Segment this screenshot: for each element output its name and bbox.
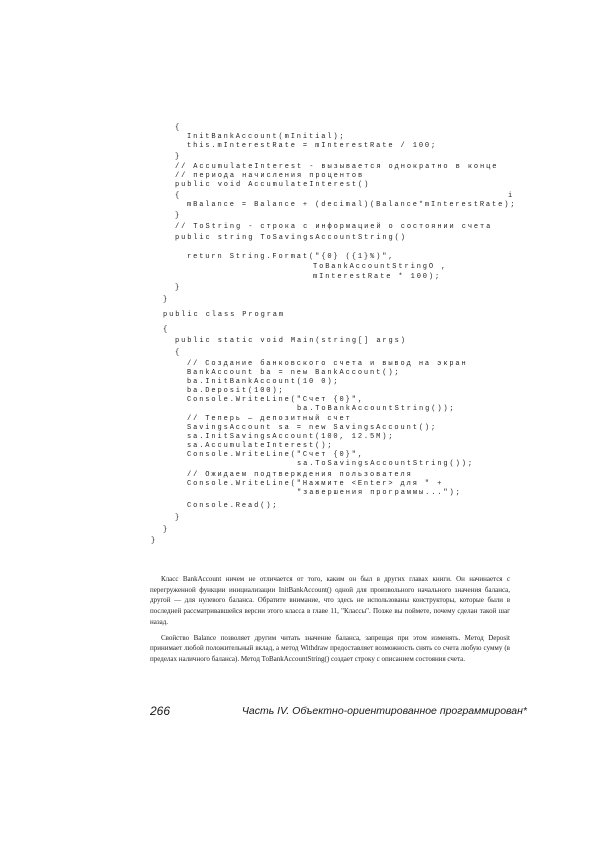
code-line: "завершения программы...");	[297, 489, 462, 497]
code-line: i	[508, 192, 515, 200]
code-line: // Теперь — депозитный счет	[187, 415, 352, 423]
paragraph: Класс BankAccount ничем не отличается от того, каким он был в других главах книги. Он начинается с перегруженной функции инициализации InitBankAccount() одной для произвольного начального значения баланса, другой — для нулевого баланса. Обратите внимание, что здесь не использованы конструкторы, которые были в последней рассматривавшейся версии этого класса в главе 11, "Классы". Позже вы поймете, почему сделан такой шаг назад.	[150, 575, 510, 626]
page-footer	[150, 704, 527, 720]
code-line: sa.AccumulateInterest();	[187, 442, 334, 450]
code-line: }	[151, 537, 158, 545]
code-line: return String.Format("{0} ({1}%)",	[187, 253, 395, 261]
code-line: }	[163, 296, 170, 304]
code-line: public void AccumulateInterest()	[175, 181, 371, 189]
code-line: Console.WriteLine("Счет {0}",	[187, 396, 364, 404]
code-line: // Ожидаем подтверждения пользователя	[187, 471, 413, 479]
code-line: sa.InitSavingsAccount(100, 12.5M);	[187, 433, 395, 441]
page-number: 266	[150, 704, 171, 718]
code-line: mBalance = Balance + (decimal)(Balance*mInterestRate);	[187, 201, 517, 209]
body-text	[150, 574, 510, 670]
code-line: }	[175, 212, 182, 220]
code-line: mInterestRate * 100);	[313, 273, 442, 281]
code-line: SavingsAccount sa = new SavingsAccount();	[187, 424, 438, 432]
code-line: // AccumulateInterest - вызывается однократно в конце	[175, 163, 499, 171]
code-line: public class Program	[163, 311, 286, 319]
code-line: ba.Deposit(100);	[187, 387, 285, 395]
code-line: ba.ToBankAccountString());	[297, 405, 456, 413]
paragraph: Свойство Balance позволяет другим читать значение баланса, запрещая при этом изменять. Метод Deposit принимает любой положительный вклад, а метод Withdraw предоставляет возможность снять со счета любую сумму (в пределах наличного баланса). Метод ToBankAccountString() создает строку с описанием состояния счета.	[150, 633, 510, 663]
code-line: this.mInterestRate = mInterestRate / 100;	[187, 142, 438, 150]
code-line: }	[175, 153, 182, 161]
code-line: {	[163, 326, 170, 334]
code-line: // периода начисления процентов	[175, 172, 365, 180]
code-line: }	[175, 514, 182, 522]
code-line: Console.WriteLine("Счет {0}",	[187, 451, 364, 459]
running-title: Часть IV. Объектно-ориентированное программирован*	[241, 705, 527, 717]
code-line: {	[175, 192, 182, 200]
code-line: InitBankAccount(mInitial);	[187, 133, 346, 141]
code-line: }	[163, 526, 170, 534]
code-line: public string ToSavingsAccountString()	[175, 234, 407, 242]
code-line: public static void Main(string[] args)	[175, 337, 407, 345]
code-line: ba.InitBankAccount(10 0);	[187, 378, 340, 386]
code-line: BankAccount ba = new BankAccount();	[187, 369, 401, 377]
code-line: {	[175, 349, 182, 357]
code-line: }	[175, 284, 182, 292]
code-line: ToBankAccountStringO ,	[313, 263, 448, 271]
code-line: sa.ToSavingsAccountString());	[297, 460, 474, 468]
code-line: Console.WriteLine("Нажмите <Enter> для " +	[187, 480, 444, 488]
code-line: // ToString - строка с информацией о состоянии счета	[175, 223, 493, 231]
code-line: // Создание банковского счета и вывод на экран	[187, 360, 468, 368]
code-line: Console.Read();	[187, 502, 279, 510]
code-line: {	[175, 124, 182, 132]
